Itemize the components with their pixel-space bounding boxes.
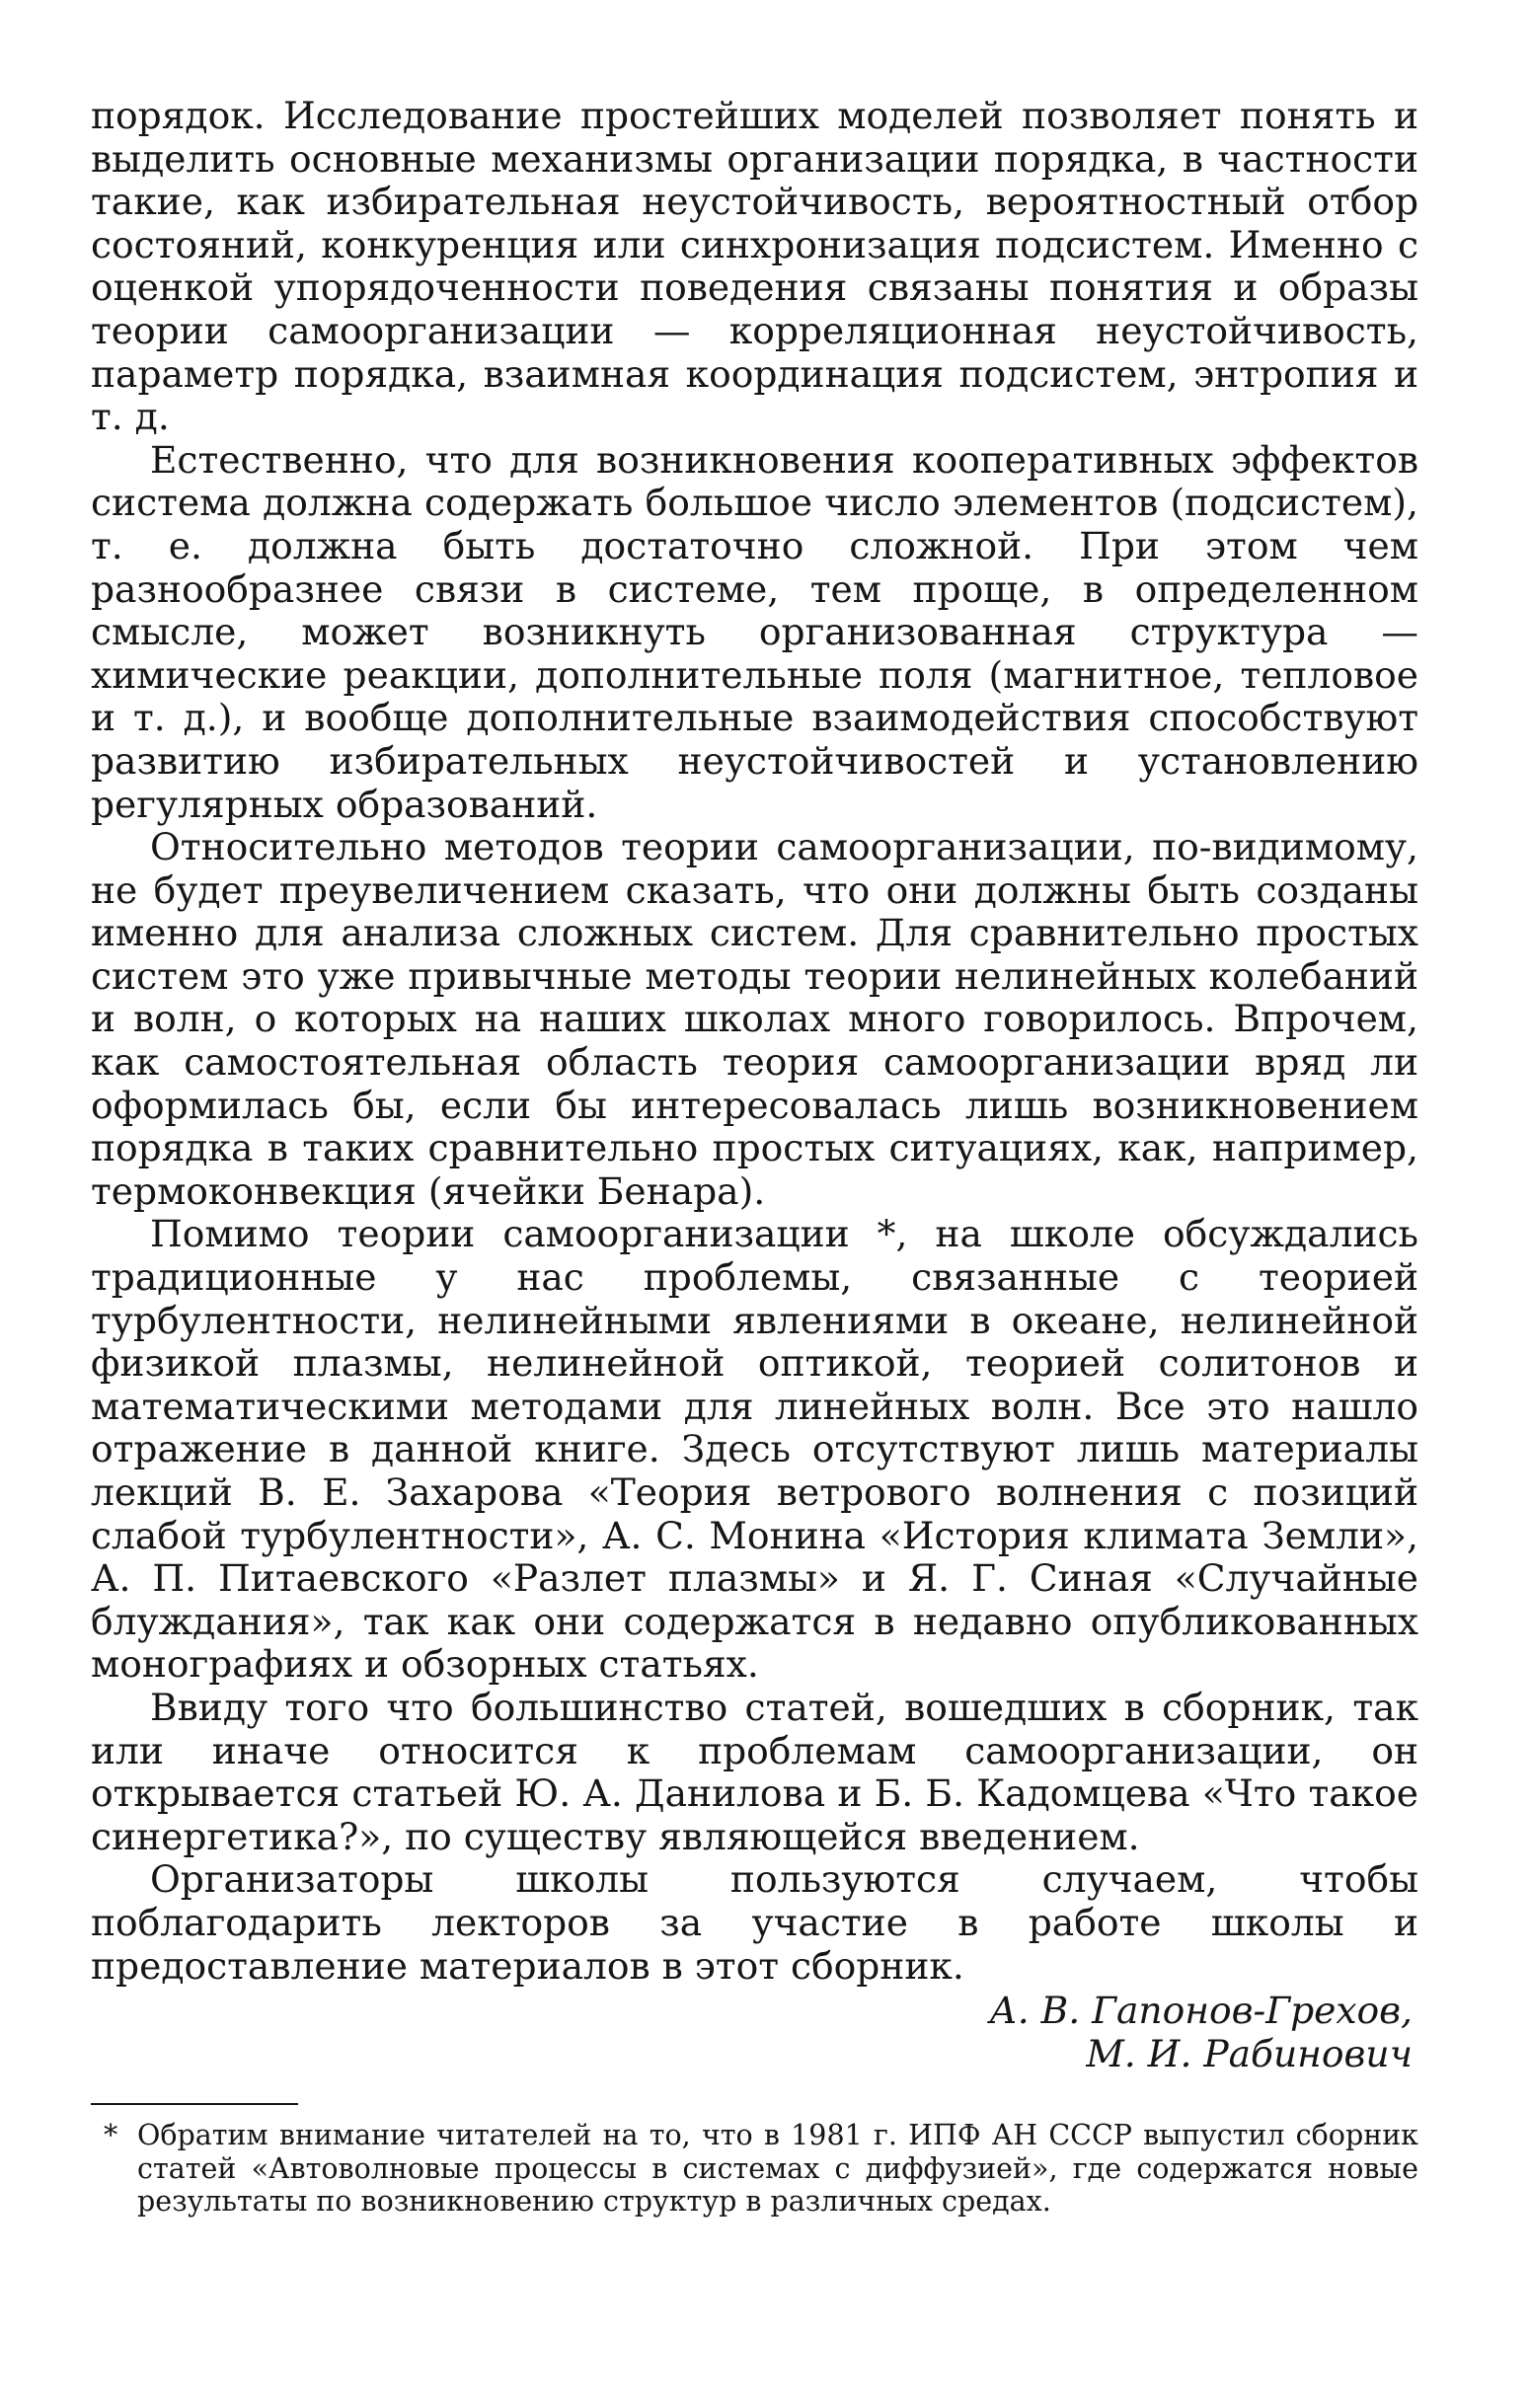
footnote-text: Обратим внимание читателей на то, что в 1981 г. ИПФ АН СССР выпустил сборник статей «Автоволновые процессы в системах с диффузией», где содержатся новые результаты по возникновению структур в различных средах. [137, 2119, 1418, 2219]
author-signature [91, 1990, 1418, 2075]
page-body [91, 95, 1418, 2219]
footnote [91, 2119, 1418, 2219]
paragraph-2: Естественно, что для возникновения кооперативных эффектов система должна содержать большое число элементов (подсистем), т. е. должна быть достаточно сложной. При этом чем разнообразнее связи в системе, тем проще, в определенном смысле, может возникнуть организованная структура — химические реакции, дополнительные поля (магнитное, тепловое и т. д.), и вообще дополнительные взаимодействия способствуют развитию избирательных неустойчивостей и установлению регулярных образований. [91, 437, 1418, 826]
paragraph-6: Организаторы школы пользуются случаем, чтобы поблагодарить лекторов за участие в работе школы и предоставление материалов в этот сборник. [91, 1857, 1418, 1988]
footnote-mark: * [104, 2119, 118, 2152]
paragraph-1: порядок. Исследование простейших моделей позволяет понять и выделить основные механизмы организации порядка, в частности такие, как избирательная неустойчивость, вероятностный отбор состояний, конкуренция или синхронизация подсистем. Именно с оценкой упорядоченности поведения связаны понятия и образы теории самоорганизации — корреляционная неустойчивость, параметр порядка, взаимная координация подсистем, энтропия и т. д. [91, 94, 1418, 439]
paragraph-5: Ввиду того что большинство статей, вошедших в сборник, так или иначе относится к проблемам самоорганизации, он открывается статьей Ю. А. Данилова и Б. Б. Кадомцева «Что такое синергетика?», по существу являющейся введением. [91, 1685, 1418, 1858]
signature-line-1: А. В. Гапонов-Грехов, [989, 1989, 1413, 2033]
paragraph-4: Помимо теории самоорганизации *, на школе обсуждались традиционные у нас проблемы, связанные с теорией турбулентности, нелинейными явлениями в океане, нелинейной физикой плазмы, нелинейной оптикой, теорией солитонов и математическими методами для линейных волн. Все это нашло отражение в данной книге. Здесь отсутствуют лишь материалы лекций В. Е. Захарова «Теория ветрового волнения с позиций слабой турбулентности», А. С. Монина «История климата Земли», А. П. Питаевского «Разлет плазмы» и Я. Г. Синая «Случайные блуждания», так как они содержатся в недавно опубликованных монографиях и обзорных статьях. [91, 1212, 1418, 1687]
footnote-divider [91, 2103, 298, 2105]
signature-line-2: М. И. Рабинович [1086, 2031, 1413, 2075]
paragraph-3: Относительно методов теории самоорганизации, по-видимому, не будет преувеличением сказать, что они должны быть созданы именно для анализа сложных систем. Для сравнительно простых систем это уже привычные методы теории нелинейных колебаний и волн, о которых на наших школах много говорилось. Впрочем, как самостоятельная область теория самоорганизации вряд ли оформилась бы, если бы интересовалась лишь возникновением порядка в таких сравнительно простых ситуациях, как, например, термоконвекция (ячейки Бенара). [91, 825, 1418, 1213]
